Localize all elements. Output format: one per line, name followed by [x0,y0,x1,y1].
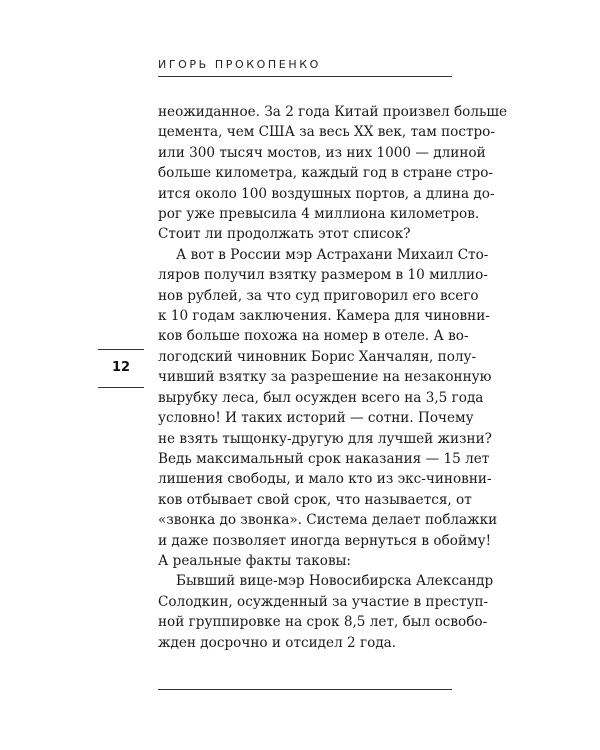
text-line: к 10 годам заключения. Камера для чиновни- [158,308,490,325]
paragraph [158,102,508,245]
text-line: жден досрочно и отсидел 2 года. [158,634,397,651]
body-text [158,102,508,653]
text-line: Стоит ли продолжать этот список? [158,226,411,243]
text-line: цемента, чем США за весь XX век, там постро- [158,124,495,141]
text-line: логодский чиновник Борис Ханчалян, полу- [158,348,477,365]
page-number-block [98,349,144,388]
paragraph [158,571,494,653]
text-line: чивший взятку за разрешение на незаконную [158,369,492,386]
text-line: или 300 тысяч мостов, из них 1000 — длиной [158,144,486,161]
page-number-bottom-rule [98,387,144,388]
text-line: Солодкин, осужденный за участие в преступ- [158,593,489,610]
text-line: неожиданное. За 2 года Китай произвел больше [158,104,508,120]
text-line: вырубку леса, был осужден всего на 3,5 года [158,389,484,406]
author-name: ИГОРЬ ПРОКОПЕНКО [158,58,321,71]
text-line: ной группировке на срок 8,5 лет, был освобо- [158,614,488,631]
paragraph [158,245,498,572]
text-line: лишения свободы, и мало кто из экс-чиновни- [158,471,492,488]
text-line: ков отбывает свой срок, что называется, от [158,491,472,508]
text-line: «звонка до звонка». Система делает поблажки [158,512,498,529]
text-line: Ведь максимальный срок наказания — 15 лет [158,450,490,467]
text-line: ков больше похожа на номер в отеле. А во- [158,328,469,345]
header-rule [158,76,452,77]
text-line: рог уже превысила 4 миллиона километров. [158,206,480,223]
page-number: 12 [111,360,131,375]
running-header [158,58,460,77]
footer-rule [158,689,452,690]
text-line: ляров получил взятку размером в 10 миллио- [158,267,488,284]
text-line: условно! И таких историй — сотни. Почему [158,410,474,427]
text-line: и даже позволяет иногда вернуться в обойму! [158,532,492,549]
text-line: А вот в России мэр Астрахани Михаил Сто- [176,246,489,263]
text-line: ится около 100 воздушных портов, а длина до- [158,185,495,202]
text-line: нов рублей, за что суд приговорил его всего [158,287,479,304]
text-line: больше километра, каждый год в стране стро- [158,165,493,182]
text-line: Бывший вице-мэр Новосибирска Александр [176,573,494,590]
text-line: не взять тыщонку-другую для лучшей жизни? [158,430,492,447]
text-line: А реальные факты таковы: [158,552,352,569]
